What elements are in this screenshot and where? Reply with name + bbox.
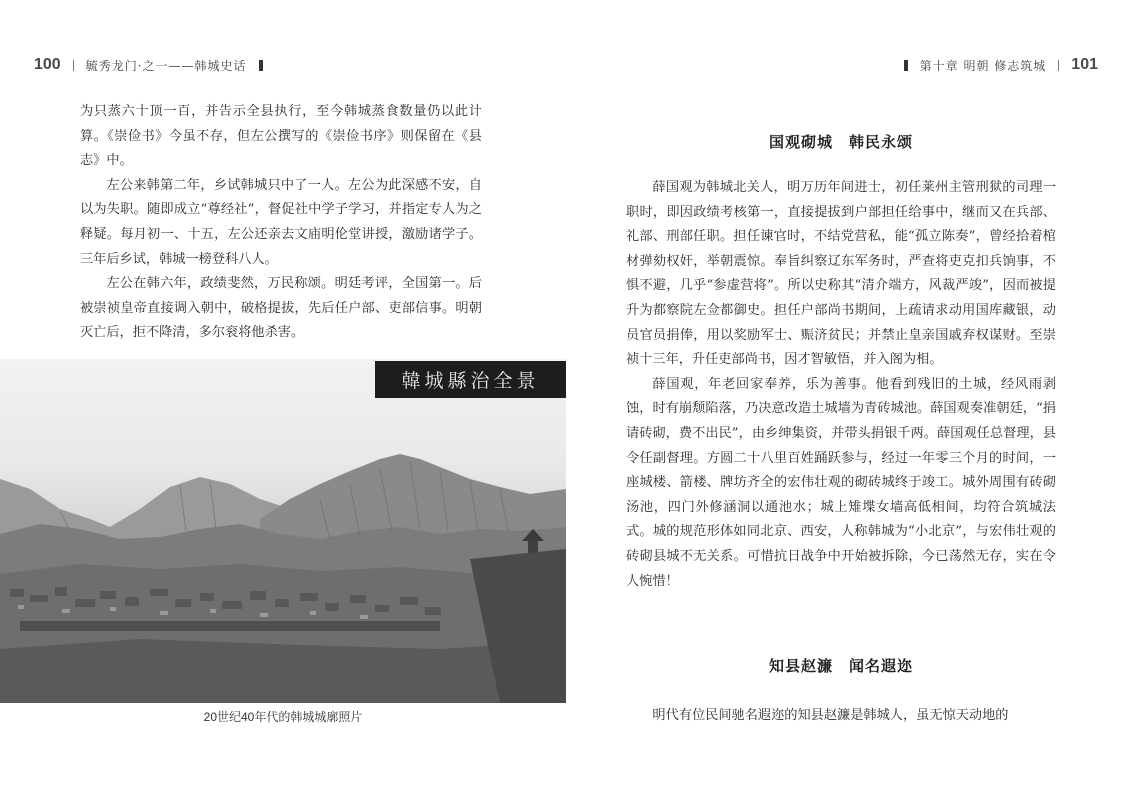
left-body-text: [80, 100, 482, 346]
paragraph: 明代有位民间驰名遐迩的知县赵濂是韩城人，虽无惊天动地的: [652, 708, 1009, 723]
header-marker: [259, 60, 263, 71]
paragraph: 左公来韩第二年，乡试韩城只中了一人。左公为此深感不安，自以为失职。随即成立“尊经社”，督促社中学子学习，并指定专人为之释疑。每月初一、十五，左公还亲去文庙明伦堂讲授，激励诸学子。三年后乡试，韩城一榜登科八人。: [80, 177, 482, 267]
paragraph: 薛国观，年老回家奉养，乐为善事。他看到残旧的土城，经风雨剥蚀，时有崩颓陷落，乃决意改造土城墙为青砖城池。薛国观奏准朝廷，“捐请砖砌，费不出民”，由乡绅集资，并带头捐银千两。薛国观任总督理，县令任副督理。方圆二十八里百姓踊跃参与，经过一年零三个月的时间，一座城楼、箭楼、牌坊齐全的宏伟壮观的砌砖城终于竣工。城外周围有砖砌汤池，四门外修涵洞以通池水；城上雉堞女墙高低相间，均符合筑城法式。城的规范形体如同北京、西安，人称韩城为“小北京”，与宏伟壮观的砖砌县城不无关系。可惜抗日战争中开始被拆除，今已荡然无存，实在令人惋惜！: [626, 376, 1056, 589]
photo-caption: 20世纪40年代的韩城城廓照片: [203, 710, 363, 724]
photo-scenery: [0, 359, 566, 703]
paragraph: 为只蒸六十顶一百，并告示全县执行，至今韩城蒸食数量仍以此计算。《崇俭书》今虽不存，但左公撰写的《崇俭书序》则保留在《县志》中。: [80, 104, 482, 169]
right-running-head: [892, 54, 1098, 76]
header-marker: [904, 60, 908, 71]
section-title: 知县赵濂 闻名遐迩: [768, 657, 913, 675]
section-title: 国观砌城 韩民永颂: [768, 133, 913, 151]
header-separator: [73, 60, 74, 71]
left-page-number: 100: [34, 56, 61, 73]
photo-title-label: 韓城縣治全景: [375, 361, 566, 398]
header-separator: [1058, 60, 1059, 71]
historic-city-photo: [0, 359, 566, 703]
left-running-head: [34, 54, 275, 76]
left-header-title: 毓秀龙门·之一——韩城史话: [85, 58, 247, 73]
right-page-number: 101: [1071, 56, 1098, 73]
right-body-text-section2: [626, 704, 1056, 729]
right-header-title: 第十章 明朝 修志筑城: [919, 58, 1047, 73]
paragraph: 左公在韩六年，政绩斐然，万民称颂。明廷考评，全国第一。后被崇祯皇帝直接调入朝中，破格提拔，先后任户部、吏部信事。明朝灭亡后，拒不降清，多尔衮将他杀害。: [80, 276, 482, 341]
paragraph: 薛国观为韩城北关人，明万历年间进士，初任莱州主管刑狱的司理一职时，即因政绩考核第一，直接提拔到户部担任给事中，继而又在兵部、礼部、刑部任职。担任谏官时，不结党营私，能“孤立陈奏”，曾经拾着棺材弹劾权奸，举朝震惊。奉旨纠察辽东军务时，严查将吏克扣兵饷事，不惧不避，几乎“参虚营将”。所以史称其“清介端方，风裁严竣”，因而被提升为都察院左佥都御史。担任户部尚书期间，上疏请求动用国库藏银，动员官员捐俸，用以奖励军士、赈济贫民；并禁止皇亲国戚弃权谋财。至崇祯十三年，升任吏部尚书，因才智敏悟，并入阁为相。: [626, 180, 1056, 368]
right-body-text-section1: [626, 176, 1056, 594]
